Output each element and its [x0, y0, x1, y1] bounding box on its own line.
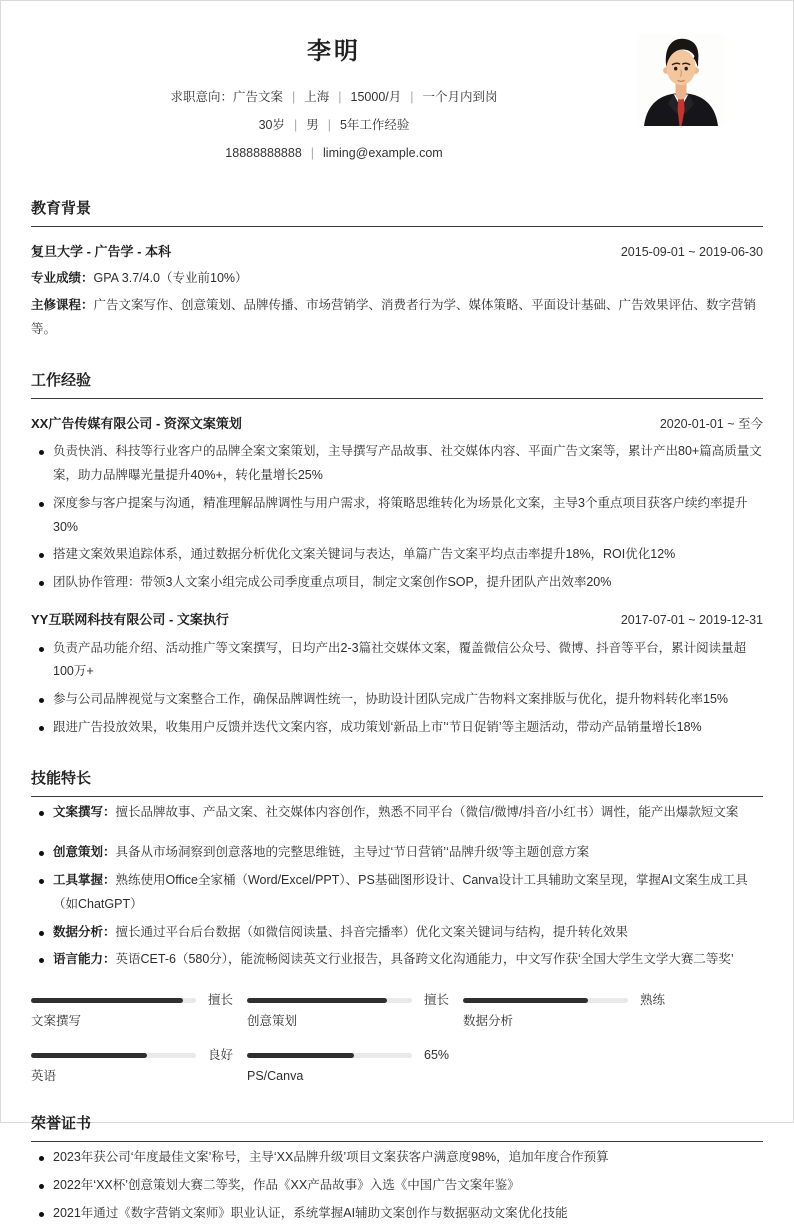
skill-level-label: 良好 — [208, 1048, 234, 1063]
skill-bar — [31, 1049, 247, 1085]
separator: | — [310, 146, 315, 161]
job-entry — [31, 608, 763, 633]
job-bullet: 负责快消、科技等行业客户的品牌全案文案策划，主导撰写产品故事、社交媒体内容、平面广告文案等，累计产出80+篇高质量文案，助力品牌曝光量提升40%+，转化量增长25% — [31, 440, 763, 488]
skill-label: 工具掌握： — [53, 873, 116, 888]
candidate-name: 李明 — [307, 38, 361, 65]
education-section — [31, 198, 763, 342]
gpa-value: GPA 3.7/4.0（专业前10%） — [93, 271, 248, 286]
contact-line — [31, 141, 637, 166]
skill-bar — [31, 994, 247, 1030]
courses-label: 主修课程： — [31, 298, 94, 313]
skill-bar-track — [31, 1053, 196, 1058]
separator: | — [293, 117, 298, 132]
honors-section — [31, 1113, 763, 1225]
skills-title: 技能特长 — [31, 768, 763, 797]
skill-bullet — [31, 801, 763, 825]
job-bullets — [31, 637, 763, 740]
separator: | — [292, 89, 296, 104]
separator: | — [410, 89, 414, 104]
header — [31, 1, 763, 170]
skill-bullet — [31, 869, 763, 917]
skill-bar — [463, 994, 679, 1030]
skill-bar — [247, 994, 463, 1030]
job-intent-line — [31, 85, 637, 110]
skill-bar-row — [247, 1049, 463, 1062]
company-position: YY互联网科技有限公司 - 文案执行 — [31, 611, 229, 627]
skill-bar-name: PS/Canva — [247, 1068, 304, 1083]
skill-text: 具备从市场洞察到创意落地的完整思维链，主导过‘节日营销’‘品牌升级’等主题创意方案 — [115, 845, 590, 860]
availability: 一个月内到岗 — [422, 89, 498, 104]
skill-bullet — [31, 841, 763, 865]
header-info — [31, 21, 637, 170]
job-bullet: 搭建文案效果追踪体系，通过数据分析优化文案关键词与表达，单篇广告文案平均点击率提升18%，ROI优化12% — [31, 543, 763, 567]
job-bullet: 团队协作管理：带领3人文案小组完成公司季度重点项目，制定文案创作SOP，提升团队产出效率20% — [31, 571, 763, 595]
job-entry — [31, 412, 763, 437]
skill-bullets — [31, 801, 763, 973]
honors-title: 荣誉证书 — [31, 1113, 763, 1142]
separator: | — [338, 89, 342, 104]
honor-bullet: 2021年通过《数字营销文案师》职业认证，系统掌握AI辅助文案创作与数据驱动文案优化技能 — [31, 1202, 763, 1225]
skill-label: 文案撰写： — [53, 804, 116, 819]
email-address: liming@example.com — [323, 146, 443, 161]
job-bullets — [31, 440, 763, 595]
education-entry — [31, 240, 763, 265]
job-bullet: 参与公司品牌视觉与文案整合工作，确保品牌调性统一，协助设计团队完成广告物料文案排版与优化，提升物料转化率15% — [31, 688, 763, 712]
skill-bar-row — [31, 994, 247, 1007]
skill-bullet — [31, 948, 763, 972]
job-intent: 求职意向：广告文案 — [170, 89, 283, 104]
phone-number: 18888888888 — [225, 146, 302, 161]
skill-bar-track — [247, 1053, 412, 1058]
honor-bullet: 2023年获公司‘年度最佳文案’称号，主导‘XX品牌升级’项目文案获客户满意度98%，追加年度合作预算 — [31, 1146, 763, 1170]
separator: | — [327, 117, 331, 132]
courses-value: 广告文案写作、创意策划、品牌传播、市场营销学、消费者行为学、媒体策略、平面设计基础、广告效果评估、数字营销等。 — [31, 298, 757, 336]
education-dates: 2015-09-01 ~ 2019-06-30 — [620, 244, 763, 259]
skill-label: 数据分析： — [53, 924, 116, 939]
skill-label: 创意策划： — [53, 845, 116, 860]
skill-text: 擅长品牌故事、产品文案、社交媒体内容创作，熟悉不同平台（微信/微博/抖音/小红书）调性，能产出爆款短文案 — [115, 804, 739, 819]
skill-bar-row — [247, 994, 463, 1007]
honor-bullet: 2022年‘XX杯’创意策划大赛二等奖，作品《XX产品故事》入选《中国广告文案年鉴》 — [31, 1174, 763, 1198]
skill-level-label: 擅长 — [424, 993, 450, 1008]
job-bullet: 深度参与客户提案与沟通，精准理解品牌调性与用户需求，将策略思维转化为场景化文案，主导3个重点项目获客户续约率提升30% — [31, 492, 763, 540]
skill-bar-row — [31, 1049, 247, 1062]
skill-bar-fill — [247, 998, 387, 1003]
years-experience: 5年工作经验 — [339, 117, 410, 132]
portrait-illustration — [637, 34, 725, 126]
skill-bar-name: 英语 — [31, 1068, 57, 1083]
city: 上海 — [304, 89, 330, 104]
skill-bar-row — [463, 994, 679, 1007]
skill-bar — [247, 1049, 463, 1085]
job-dates: 2020-01-01 ~ 至今 — [659, 416, 763, 431]
expected-salary: 15000/月 — [350, 89, 402, 104]
skill-text: 擅长通过平台后台数据（如微信阅读量、抖音完播率）优化文案关键词与结构，提升转化效果 — [115, 924, 629, 939]
age: 30岁 — [258, 117, 285, 132]
skill-level-label: 擅长 — [208, 993, 234, 1008]
honor-bullets — [31, 1146, 763, 1225]
gpa-label: 专业成绩： — [31, 271, 94, 286]
skill-text: 熟练使用Office全家桶（Word/Excel/PPT）、PS基础图形设计、Canva设计工具辅助文案呈现，掌握AI文案生成工具（如ChatGPT） — [53, 873, 748, 911]
skill-bar-name: 数据分析 — [463, 1013, 514, 1028]
education-title: 教育背景 — [31, 198, 763, 227]
profile-photo — [637, 34, 725, 126]
courses-row — [31, 294, 763, 342]
school-degree: 复旦大学 - 广告学 - 本科 — [31, 243, 172, 259]
skill-bar-fill — [31, 1053, 147, 1058]
work-section — [31, 370, 763, 740]
skill-bar-name: 文案撰写 — [31, 1013, 82, 1028]
skill-bar-track — [247, 998, 412, 1003]
company-position: XX广告传媒有限公司 - 资深文案策划 — [31, 415, 242, 431]
skill-bar-track — [31, 998, 196, 1003]
skills-section — [31, 768, 763, 1086]
skill-level-label: 65% — [424, 1048, 450, 1063]
job-dates: 2017-07-01 ~ 2019-12-31 — [620, 612, 763, 627]
work-title: 工作经验 — [31, 370, 763, 399]
job-bullet: 跟进广告投放效果，收集用户反馈并迭代文案内容，成功策划‘新品上市’‘节日促销’等主题活动，带动产品销量增长18% — [31, 716, 763, 740]
skill-bar-fill — [247, 1053, 354, 1058]
skill-bar-fill — [31, 998, 183, 1003]
gpa-row — [31, 267, 763, 291]
skill-bars — [31, 994, 763, 1085]
skill-bar-name: 创意策划 — [247, 1013, 298, 1028]
job-bullet: 负责产品功能介绍、活动推广等文案撰写，日均产出2-3篇社交媒体文案，覆盖微信公众号、微博、抖音等平台，累计阅读量超100万+ — [31, 637, 763, 685]
skill-bar-fill — [463, 998, 588, 1003]
skill-bullet — [31, 921, 763, 945]
gender: 男 — [306, 117, 319, 132]
personal-line — [31, 113, 637, 138]
skill-label: 语言能力： — [53, 952, 116, 967]
skill-level-label: 熟练 — [640, 993, 666, 1008]
skill-text: 英语CET-6（580分），能流畅阅读英文行业报告，具备跨文化沟通能力，中文写作获‘全国大学生文学大赛二等奖’ — [115, 952, 734, 967]
skill-bar-track — [463, 998, 628, 1003]
